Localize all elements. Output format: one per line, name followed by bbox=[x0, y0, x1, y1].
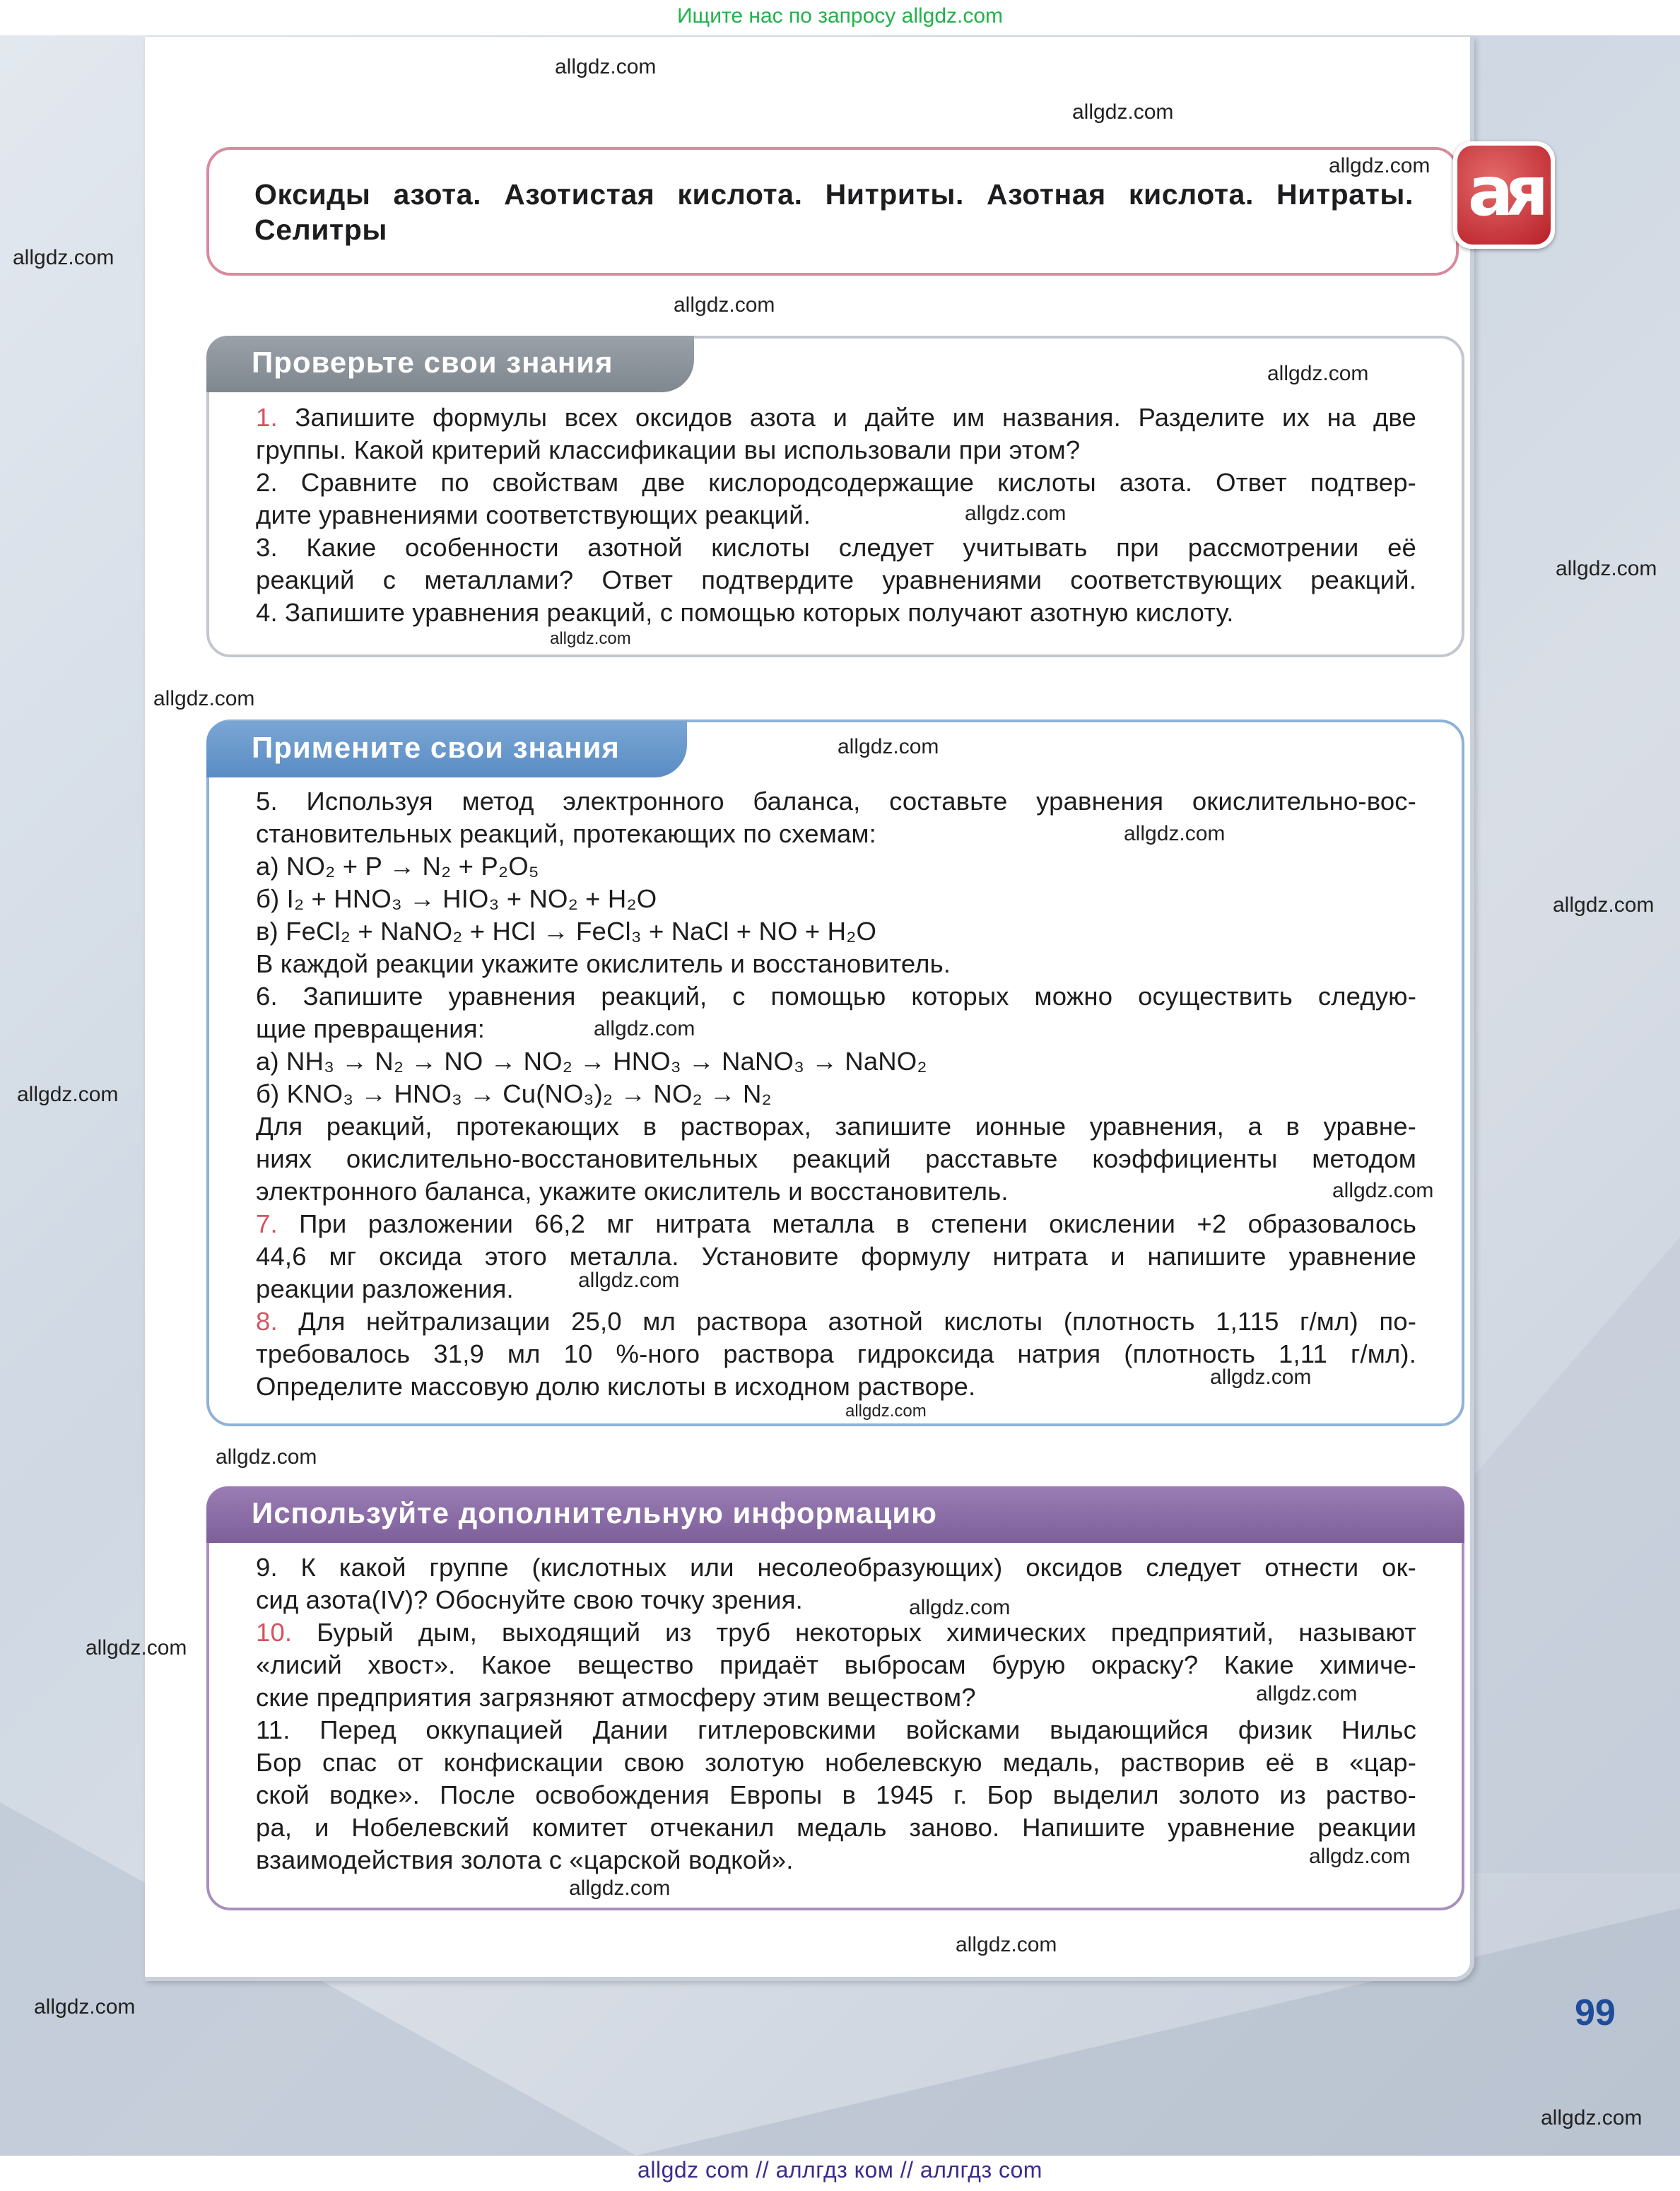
question-line bbox=[256, 401, 1416, 434]
question-text: При разложении 66,2 мг нитрата металла в степени окислении +2 образовалось bbox=[299, 1209, 1416, 1238]
page-number: 99 bbox=[1575, 1992, 1616, 2033]
apply-knowledge-tab: Примените свои знания bbox=[206, 721, 687, 777]
watermark[interactable]: allgdz.com bbox=[17, 1083, 119, 1106]
watermark[interactable]: allgdz.com bbox=[1553, 893, 1655, 917]
question-number: 1. bbox=[256, 403, 278, 432]
question-line: ской водке». После освобождения Европы в 1945 г. Бор выделил золото из раство- bbox=[256, 1780, 1416, 1809]
watermark[interactable]: allgdz.com bbox=[1072, 100, 1174, 124]
question-text: Запишите формулы всех оксидов азота и дайте им названия. Разделите их на две bbox=[295, 403, 1416, 432]
extra-info-questions bbox=[256, 1551, 1416, 1876]
question-line: 44,6 мг оксида этого металла. Установите формулу нитрата и напишите уравнение bbox=[256, 1242, 1416, 1271]
question-line: сид азота(IV)? Обоснуйте свою точку зрения. bbox=[256, 1585, 803, 1614]
logo-badge bbox=[1453, 141, 1555, 249]
question-line: Определите массовую долю кислоты в исходном растворе. bbox=[256, 1372, 976, 1401]
question-line: 9. К какой группе (кислотных или несолеобразующих) оксидов следует отнести ок- bbox=[256, 1553, 1416, 1582]
transformation-chain-a: а) NH₃ → N₂ → NO → NO₂ → HNO₃ → NaNO₃ → NaNO₂ bbox=[256, 1047, 927, 1076]
question-line: Бор спас от конфискации свою золотую нобелевскую медаль, растворив её в «цар- bbox=[256, 1748, 1416, 1777]
watermark[interactable]: allgdz.com bbox=[845, 1402, 927, 1421]
question-line: 5. Используя метод электронного баланса, составьте уравнения окислительно-вос- bbox=[256, 787, 1416, 816]
question-line bbox=[256, 1305, 1416, 1338]
watermark[interactable]: allgdz.com bbox=[1256, 1682, 1358, 1705]
question-line bbox=[256, 1616, 1416, 1649]
watermark[interactable]: allgdz.com bbox=[965, 502, 1067, 525]
question-line: ские предприятия загрязняют атмосферу этим веществом? bbox=[256, 1683, 976, 1712]
apply-knowledge-questions bbox=[256, 785, 1416, 1403]
watermark[interactable]: allgdz.com bbox=[838, 735, 939, 758]
reaction-scheme-b: б) I₂ + HNO₃ → HIO₃ + NO₂ + H₂O bbox=[256, 884, 657, 913]
bottom-banner[interactable]: allgdz com // аллгдз ком // аллгдз com bbox=[638, 2157, 1042, 2183]
question-line: дите уравнениями соответствующих реакций. bbox=[256, 500, 811, 529]
question-line: 2. Сравните по свойствам две кислородсодержащие кислоты азота. Ответ подтвер- bbox=[256, 468, 1416, 497]
question-line: ниях окислительно-восстановительных реакций расставьте коэффициенты методом bbox=[256, 1144, 1416, 1173]
question-line: реакций с металлами? Ответ подтвердите уравнениями соответствующих реакций. bbox=[256, 565, 1416, 594]
reaction-scheme-c: в) FeCl₂ + NaNO₂ + HCl → FeCl₃ + NaCl + NO + H₂O bbox=[256, 917, 877, 946]
logo-icon: ая bbox=[1457, 146, 1551, 245]
question-line: Для реакций, протекающих в растворах, запишите ионные уравнения, а в уравне- bbox=[256, 1112, 1416, 1141]
watermark[interactable]: allgdz.com bbox=[1556, 557, 1657, 580]
watermark[interactable]: allgdz.com bbox=[1541, 2106, 1643, 2130]
top-banner[interactable]: Ищите нас по запросу allgdz.com bbox=[676, 4, 1004, 28]
question-line: ра, и Нобелевский комитет отчеканил медаль заново. Напишите уравнение реакции bbox=[256, 1813, 1416, 1842]
question-line: 6. Запишите уравнения реакций, с помощью которых можно осуществить следую- bbox=[256, 982, 1416, 1011]
watermark[interactable]: allgdz.com bbox=[1267, 362, 1369, 385]
question-number: 8. bbox=[256, 1307, 278, 1336]
topic-title: Оксиды азота. Азотистая кислота. Нитриты. Азотная кислота. Нитраты. Селитры bbox=[254, 178, 1414, 246]
question-line: требовалось 31,9 мл 10 %-ного раствора гидроксида натрия (плотность 1,11 г/мл). bbox=[256, 1339, 1416, 1368]
watermark[interactable]: allgdz.com bbox=[550, 629, 631, 648]
watermark[interactable]: allgdz.com bbox=[216, 1445, 317, 1469]
watermark[interactable]: allgdz.com bbox=[578, 1269, 680, 1292]
question-number: 7. bbox=[256, 1209, 278, 1238]
watermark[interactable]: allgdz.com bbox=[594, 1017, 695, 1040]
question-line: группы. Какой критерий классификации вы использовали при этом? bbox=[256, 435, 1081, 464]
watermark[interactable]: allgdz.com bbox=[1210, 1365, 1312, 1389]
question-line bbox=[256, 1208, 1416, 1240]
question-line: 4. Запишите уравнения реакций, с помощью которых получают азотную кислоту. bbox=[256, 598, 1234, 627]
check-knowledge-tab: Проверьте свои знания bbox=[206, 336, 694, 392]
reaction-scheme-a: а) NO₂ + P → N₂ + P₂O₅ bbox=[256, 852, 539, 881]
watermark[interactable]: allgdz.com bbox=[34, 1995, 136, 2019]
question-line: электронного баланса, укажите окислитель и восстановитель. bbox=[256, 1177, 1009, 1206]
watermark[interactable]: allgdz.com bbox=[555, 55, 657, 78]
transformation-chain-b: б) KNO₃ → HNO₃ → Cu(NO₃)₂ → NO₂ → N₂ bbox=[256, 1079, 772, 1108]
watermark[interactable]: allgdz.com bbox=[1332, 1179, 1434, 1202]
question-line: В каждой реакции укажите окислитель и восстановитель. bbox=[256, 949, 951, 978]
check-knowledge-questions bbox=[256, 401, 1416, 629]
extra-info-tab: Используйте дополнительную информацию bbox=[206, 1486, 1464, 1543]
question-text: Бурый дым, выходящий из труб некоторых химических предприятий, называют bbox=[317, 1618, 1417, 1647]
question-line: 3. Какие особенности азотной кислоты следует учитывать при рассмотрении её bbox=[256, 533, 1416, 562]
question-number: 10. bbox=[256, 1618, 293, 1647]
question-line: «лисий хвост». Какое вещество придаёт выбросам бурую окраску? Какие химиче- bbox=[256, 1650, 1416, 1679]
watermark[interactable]: allgdz.com bbox=[674, 293, 775, 317]
watermark[interactable]: allgdz.com bbox=[13, 246, 114, 269]
question-line: взаимодействия золота с «царской водкой». bbox=[256, 1845, 794, 1874]
question-line: реакции разложения. bbox=[256, 1274, 514, 1303]
question-line: 11. Перед оккупацией Дании гитлеровскими войсками выдающийся физик Нильс bbox=[256, 1715, 1416, 1744]
question-text: Для нейтрализации 25,0 мл раствора азотной кислоты (плотность 1,115 г/мл) по- bbox=[298, 1307, 1416, 1336]
watermark[interactable]: allgdz.com bbox=[1329, 154, 1431, 177]
watermark[interactable]: allgdz.com bbox=[569, 1876, 671, 1900]
watermark[interactable]: allgdz.com bbox=[153, 687, 255, 710]
question-line: щие превращения: bbox=[256, 1014, 485, 1043]
question-line: становительных реакций, протекающих по схемам: bbox=[256, 819, 876, 848]
watermark[interactable]: allgdz.com bbox=[1124, 822, 1226, 845]
watermark[interactable]: allgdz.com bbox=[909, 1596, 1011, 1619]
watermark[interactable]: allgdz.com bbox=[1309, 1845, 1411, 1868]
watermark[interactable]: allgdz.com bbox=[956, 1933, 1057, 1956]
watermark[interactable]: allgdz.com bbox=[86, 1636, 187, 1660]
